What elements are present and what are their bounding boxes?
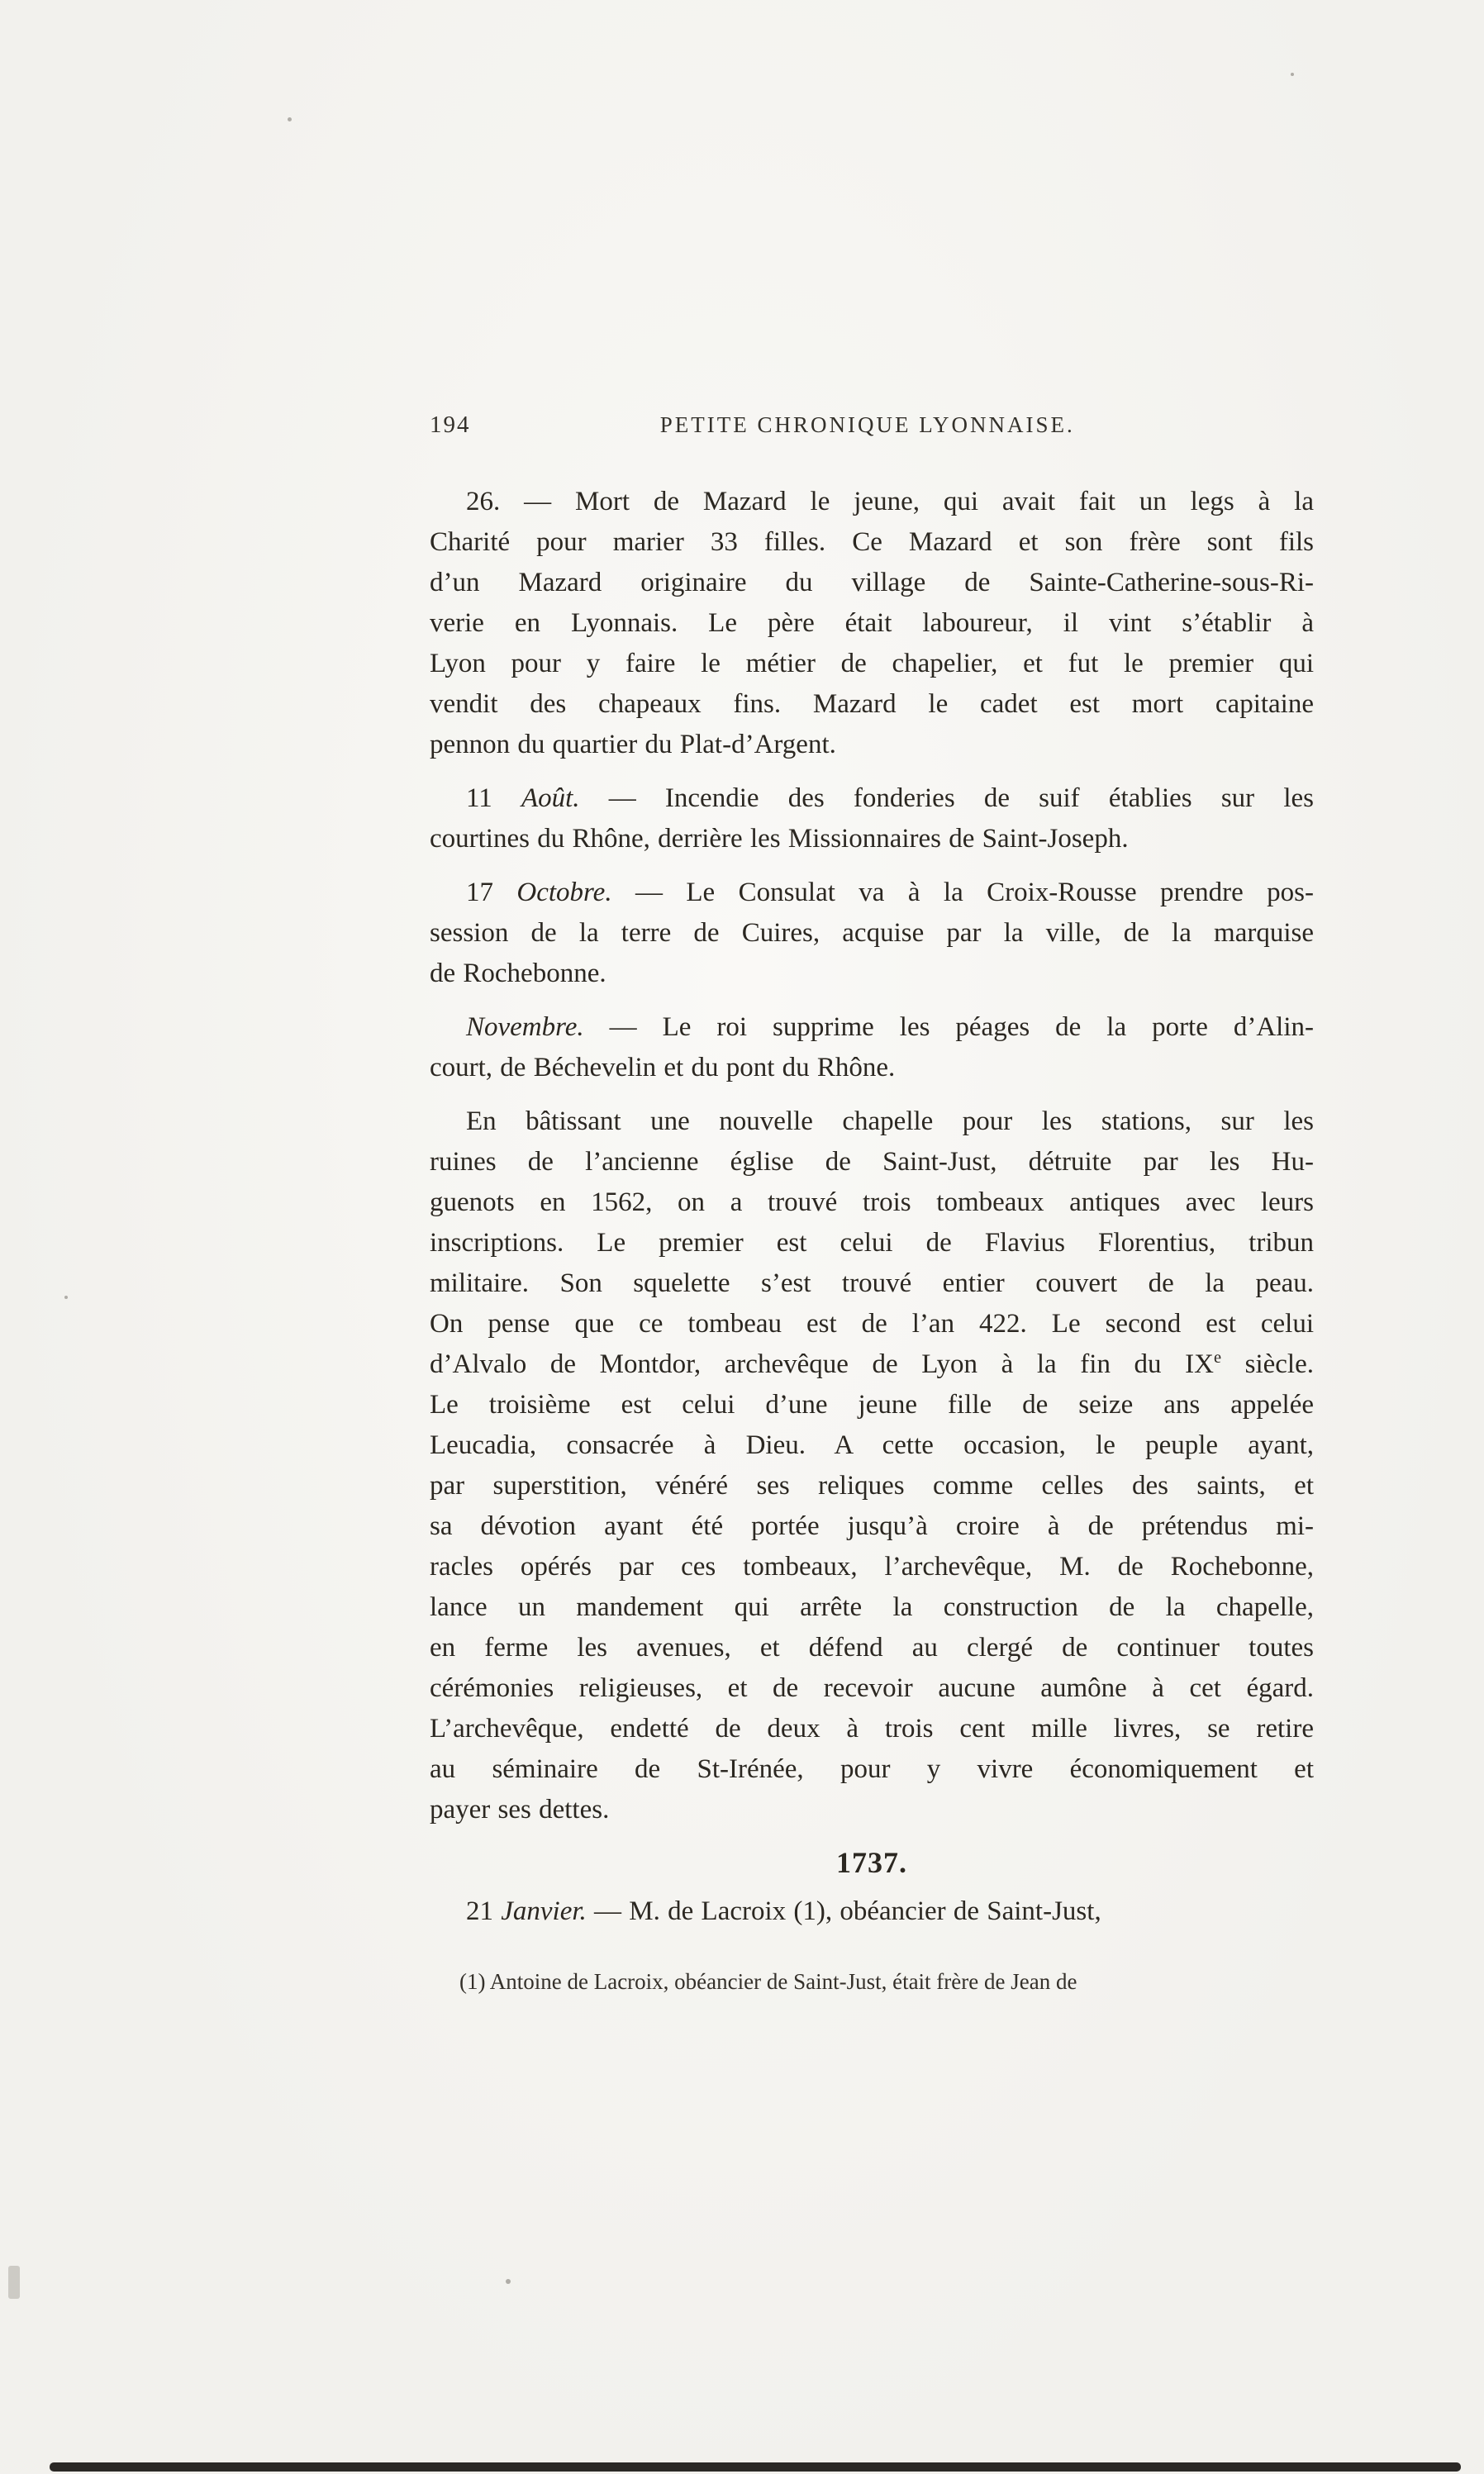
text-line: 26. — Mort de Mazard le jeune, qui avait fait un legs à la bbox=[466, 487, 1314, 516]
ordinal-superscript: e bbox=[1213, 1349, 1222, 1367]
text-line: En bâtissant une nouvelle chapelle pour les stations, sur les bbox=[466, 1106, 1314, 1136]
text-line: payer ses dettes. bbox=[430, 1795, 610, 1825]
scan-speck bbox=[288, 117, 292, 121]
line-text: — Incendie des fonderies de suif établies sur les bbox=[579, 783, 1315, 813]
scan-smudge bbox=[8, 2266, 20, 2299]
text-line: cérémonies religieuses, et de recevoir aucune aumône à cet égard. bbox=[430, 1673, 1314, 1703]
line-text: d’Alvalo de Montdor, archevêque de Lyon à la fin du IX bbox=[430, 1349, 1214, 1379]
text-line: en ferme les avenues, et défend au clergé de continuer toutes bbox=[430, 1633, 1314, 1663]
text-line: court, de Béchevelin et du pont du Rhône. bbox=[430, 1053, 896, 1082]
year-section-heading: 1737. bbox=[836, 1846, 907, 1879]
scan-speck bbox=[1291, 73, 1294, 76]
text-line: ruines de l’ancienne église de Saint-Just, détruite par les Hu- bbox=[430, 1147, 1314, 1177]
line-text: — Le roi supprime les péages de la porte d’Alin- bbox=[583, 1012, 1314, 1042]
date-day: 21 bbox=[466, 1896, 502, 1926]
scan-edge-artifact bbox=[50, 2462, 1461, 2472]
text-line: sa dévotion ayant été portée jusqu’à croire à de prétendus mi- bbox=[430, 1511, 1314, 1541]
text-line: guenots en 1562, on a trouvé trois tombeaux antiques avec leurs bbox=[430, 1187, 1314, 1217]
scan-speck bbox=[64, 1296, 68, 1299]
date-day: 17 bbox=[466, 878, 517, 907]
text-line: racles opérés par ces tombeaux, l’archevêque, M. de Rochebonne, bbox=[430, 1552, 1314, 1582]
text-line: inscriptions. Le premier est celui de Flavius Florentius, tribun bbox=[430, 1228, 1314, 1258]
text-line: Leucadia, consacrée à Dieu. A cette occasion, le peuple ayant, bbox=[430, 1430, 1314, 1460]
text-line: Charité pour marier 33 filles. Ce Mazard et son frère sont fils bbox=[430, 527, 1314, 557]
text-line: par superstition, vénéré ses reliques comme celles des saints, et bbox=[430, 1471, 1314, 1501]
line-text: siècle. bbox=[1221, 1349, 1314, 1379]
date-month-italic: Août. bbox=[521, 783, 580, 813]
text-line: Lyon pour y faire le métier de chapelier, et fut le premier qui bbox=[430, 649, 1314, 678]
footnote: (1) Antoine de Lacroix, obéancier de Saint-Just, était frère de Jean de bbox=[459, 1969, 1077, 1994]
text-line: session de la terre de Cuires, acquise par la ville, de la marquise bbox=[430, 918, 1314, 948]
line-text: — Le Consulat va à la Croix-Rousse prendre pos- bbox=[611, 878, 1315, 907]
text-line: On pense que ce tombeau est de l’an 422. Le second est celui bbox=[430, 1309, 1314, 1339]
text-line: courtines du Rhône, derrière les Missionnaires de Saint-Joseph. bbox=[430, 824, 1129, 854]
text-line: Le troisième est celui d’une jeune fille de seize ans appelée bbox=[430, 1390, 1314, 1420]
text-line: vendit des chapeaux fins. Mazard le cadet est mort capitaine bbox=[430, 689, 1314, 719]
page-number: 194 bbox=[430, 412, 471, 438]
date-month-italic: Janvier. bbox=[501, 1896, 587, 1926]
text-line: L’archevêque, endetté de deux à trois cent mille livres, se retire bbox=[430, 1714, 1314, 1744]
text-line bbox=[430, 778, 1314, 819]
text-line: au séminaire de St-Irénée, pour y vivre économiquement et bbox=[430, 1754, 1314, 1784]
text-line bbox=[430, 1891, 1314, 1932]
running-title: PETITE CHRONIQUE LYONNAISE. bbox=[659, 412, 1075, 437]
date-month-italic: Novembre. bbox=[466, 1012, 584, 1042]
text-block bbox=[430, 411, 1314, 1996]
text-line bbox=[430, 873, 1314, 913]
page-header bbox=[430, 411, 1314, 439]
text-line: militaire. Son squelette s’est trouvé entier couvert de la peau. bbox=[430, 1268, 1314, 1298]
text-line bbox=[430, 1344, 1314, 1385]
text-line: verie en Lyonnais. Le père était laboureur, il vint s’établir à bbox=[430, 608, 1314, 638]
date-month-italic: Octobre. bbox=[516, 878, 612, 907]
text-line: de Rochebonne. bbox=[430, 959, 606, 988]
text-line bbox=[430, 1007, 1314, 1048]
text-line: lance un mandement qui arrête la construction de la chapelle, bbox=[430, 1592, 1314, 1622]
text-line: d’un Mazard originaire du village de Sainte-Catherine-sous-Ri- bbox=[430, 568, 1314, 597]
line-text: — M. de Lacroix (1), obéancier de Saint-Just, bbox=[586, 1896, 1101, 1926]
date-day: 11 bbox=[466, 783, 521, 813]
text-line: pennon du quartier du Plat-d’Argent. bbox=[430, 730, 836, 759]
scan-speck bbox=[506, 2279, 511, 2284]
